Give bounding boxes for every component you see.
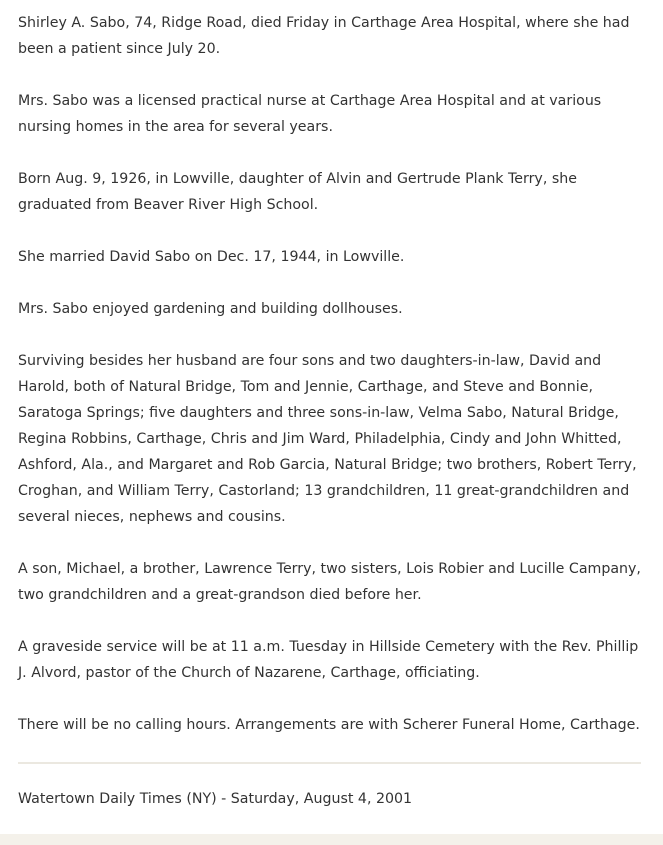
publication-source: Watertown Daily Times (NY) - Saturday, August 4, 2001 bbox=[18, 791, 413, 807]
obituary-paragraph-death: Shirley A. Sabo, 74, Ridge Road, died Friday in Carthage Area Hospital, where she had been a patient since July 20. bbox=[18, 15, 630, 57]
obituary-paragraph-survivors: Surviving besides her husband are four sons and two daughters-in-law, David and Harold, both of Natural Bridge, Tom and Jennie, Carthage, and Steve and Bonnie, Saratoga Springs; five daughters and three sons-in-law, Velma Sabo, Natural Bridge, Regina Robbins, Carthage, Chris and Jim Ward, Philadelphia, Cindy and John Whitted, Ashford, Ala., and Margaret and Rob Garcia, Natural Bridge; two brothers, Robert Terry, Croghan, and William Terry, Castorland; 13 grandchildren, 11 great-grandchildren and several nieces, nephews and cousins. bbox=[18, 353, 637, 525]
obituary-paragraph-birth: Born Aug. 9, 1926, in Lowville, daughter of Alvin and Gertrude Plank Terry, she graduated from Beaver River High School. bbox=[18, 171, 577, 213]
obituary-paragraph-career: Mrs. Sabo was a licensed practical nurse at Carthage Area Hospital and at various nursing homes in the area for several years. bbox=[18, 93, 602, 135]
obituary-paragraph-predeceased: A son, Michael, a brother, Lawrence Terry, two sisters, Lois Robier and Lucille Campany, two grandchildren and a great-grandson died before her. bbox=[18, 561, 641, 603]
footer-band bbox=[0, 834, 663, 845]
obituary-paragraph-service: A graveside service will be at 11 a.m. Tuesday in Hillside Cemetery with the Rev. Phillip J. Alvord, pastor of the Church of Nazarene, Carthage, officiating. bbox=[18, 639, 639, 681]
section-divider bbox=[18, 762, 641, 764]
obituary-paragraph-marriage: She married David Sabo on Dec. 17, 1944, in Lowville. bbox=[18, 249, 405, 265]
obituary-paragraph-hobbies: Mrs. Sabo enjoyed gardening and building dollhouses. bbox=[18, 301, 403, 317]
obituary-paragraph-arrangements: There will be no calling hours. Arrangements are with Scherer Funeral Home, Carthage. bbox=[18, 717, 640, 733]
obituary-article bbox=[18, 10, 642, 738]
